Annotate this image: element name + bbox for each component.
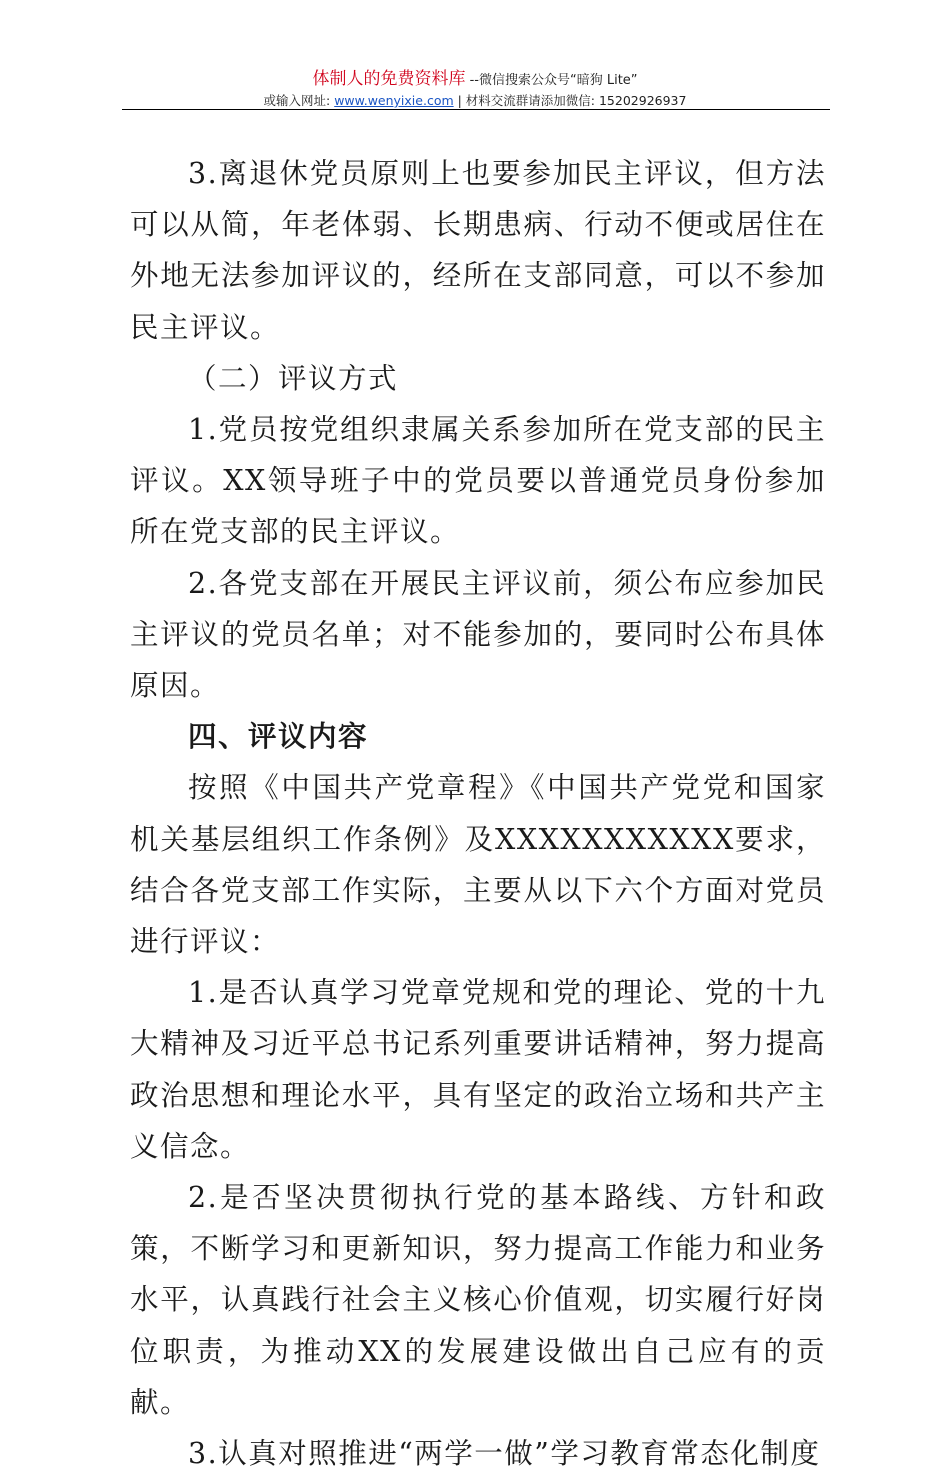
paragraph-content-1: 1.是否认真学习党章党规和党的理论、党的十九大精神及习近平总书记系列重要讲话精神，努力提高政治思想和理论水平，具有坚定的政治立场和共产主义信念。 xyxy=(130,976,826,1163)
paragraph-content-intro: 按照《中国共产党章程》《中国共产党党和国家机关基层组织工作条例》及XXXXXXXXXXX要求，结合各党支部工作实际，主要从以下六个方面对党员进行评议： xyxy=(130,771,826,959)
header-url-link[interactable]: www.wenyixie.com xyxy=(334,93,454,108)
paragraph-retired-members: 3.离退休党员原则上也要参加民主评议，但方法可以从简，年老体弱、长期患病、行动不便或居住在外地无法参加评议的，经所在支部同意，可以不参加民主评议。 xyxy=(130,157,826,344)
header-divider xyxy=(122,109,830,110)
header-title-line xyxy=(0,68,950,92)
subheading-evaluation-method: （二）评议方式 xyxy=(188,361,399,395)
header-url-prefix: 或输入网址: xyxy=(263,93,335,108)
paragraph-method-2: 2.各党支部在开展民主评议前，须公布应参加民主评议的党员名单；对不能参加的，要同时公布具体原因。 xyxy=(130,566,826,703)
header-brand: 体制人的免费资料库 xyxy=(312,69,466,89)
document-body xyxy=(130,148,826,1479)
paragraph-method-1: 1.党员按党组织隶属关系参加所在党支部的民主评议。XX领导班子中的党员要以普通党员身份参加所在党支部的民主评议。 xyxy=(130,413,826,549)
paragraph-content-2: 2.是否坚决贯彻执行党的基本路线、方针和政策，不断学习和更新知识，努力提高工作能力和业务水平，认真践行社会主义核心价值观，切实履行好岗位职责，为推动XX的发展建设做出自己应有的贡献。 xyxy=(130,1181,826,1419)
heading-evaluation-content: 四、评议内容 xyxy=(188,720,369,754)
header-tagline: --微信搜索公众号“暗狗 Lite” xyxy=(465,73,638,88)
page-header xyxy=(0,68,950,110)
header-contact-line xyxy=(0,92,950,110)
header-contact: | 材料交流群请添加微信: 15202926937 xyxy=(453,93,687,108)
paragraph-content-3: 3.认真对照推进“两学一做”学习教育常态化制度 xyxy=(188,1437,821,1471)
